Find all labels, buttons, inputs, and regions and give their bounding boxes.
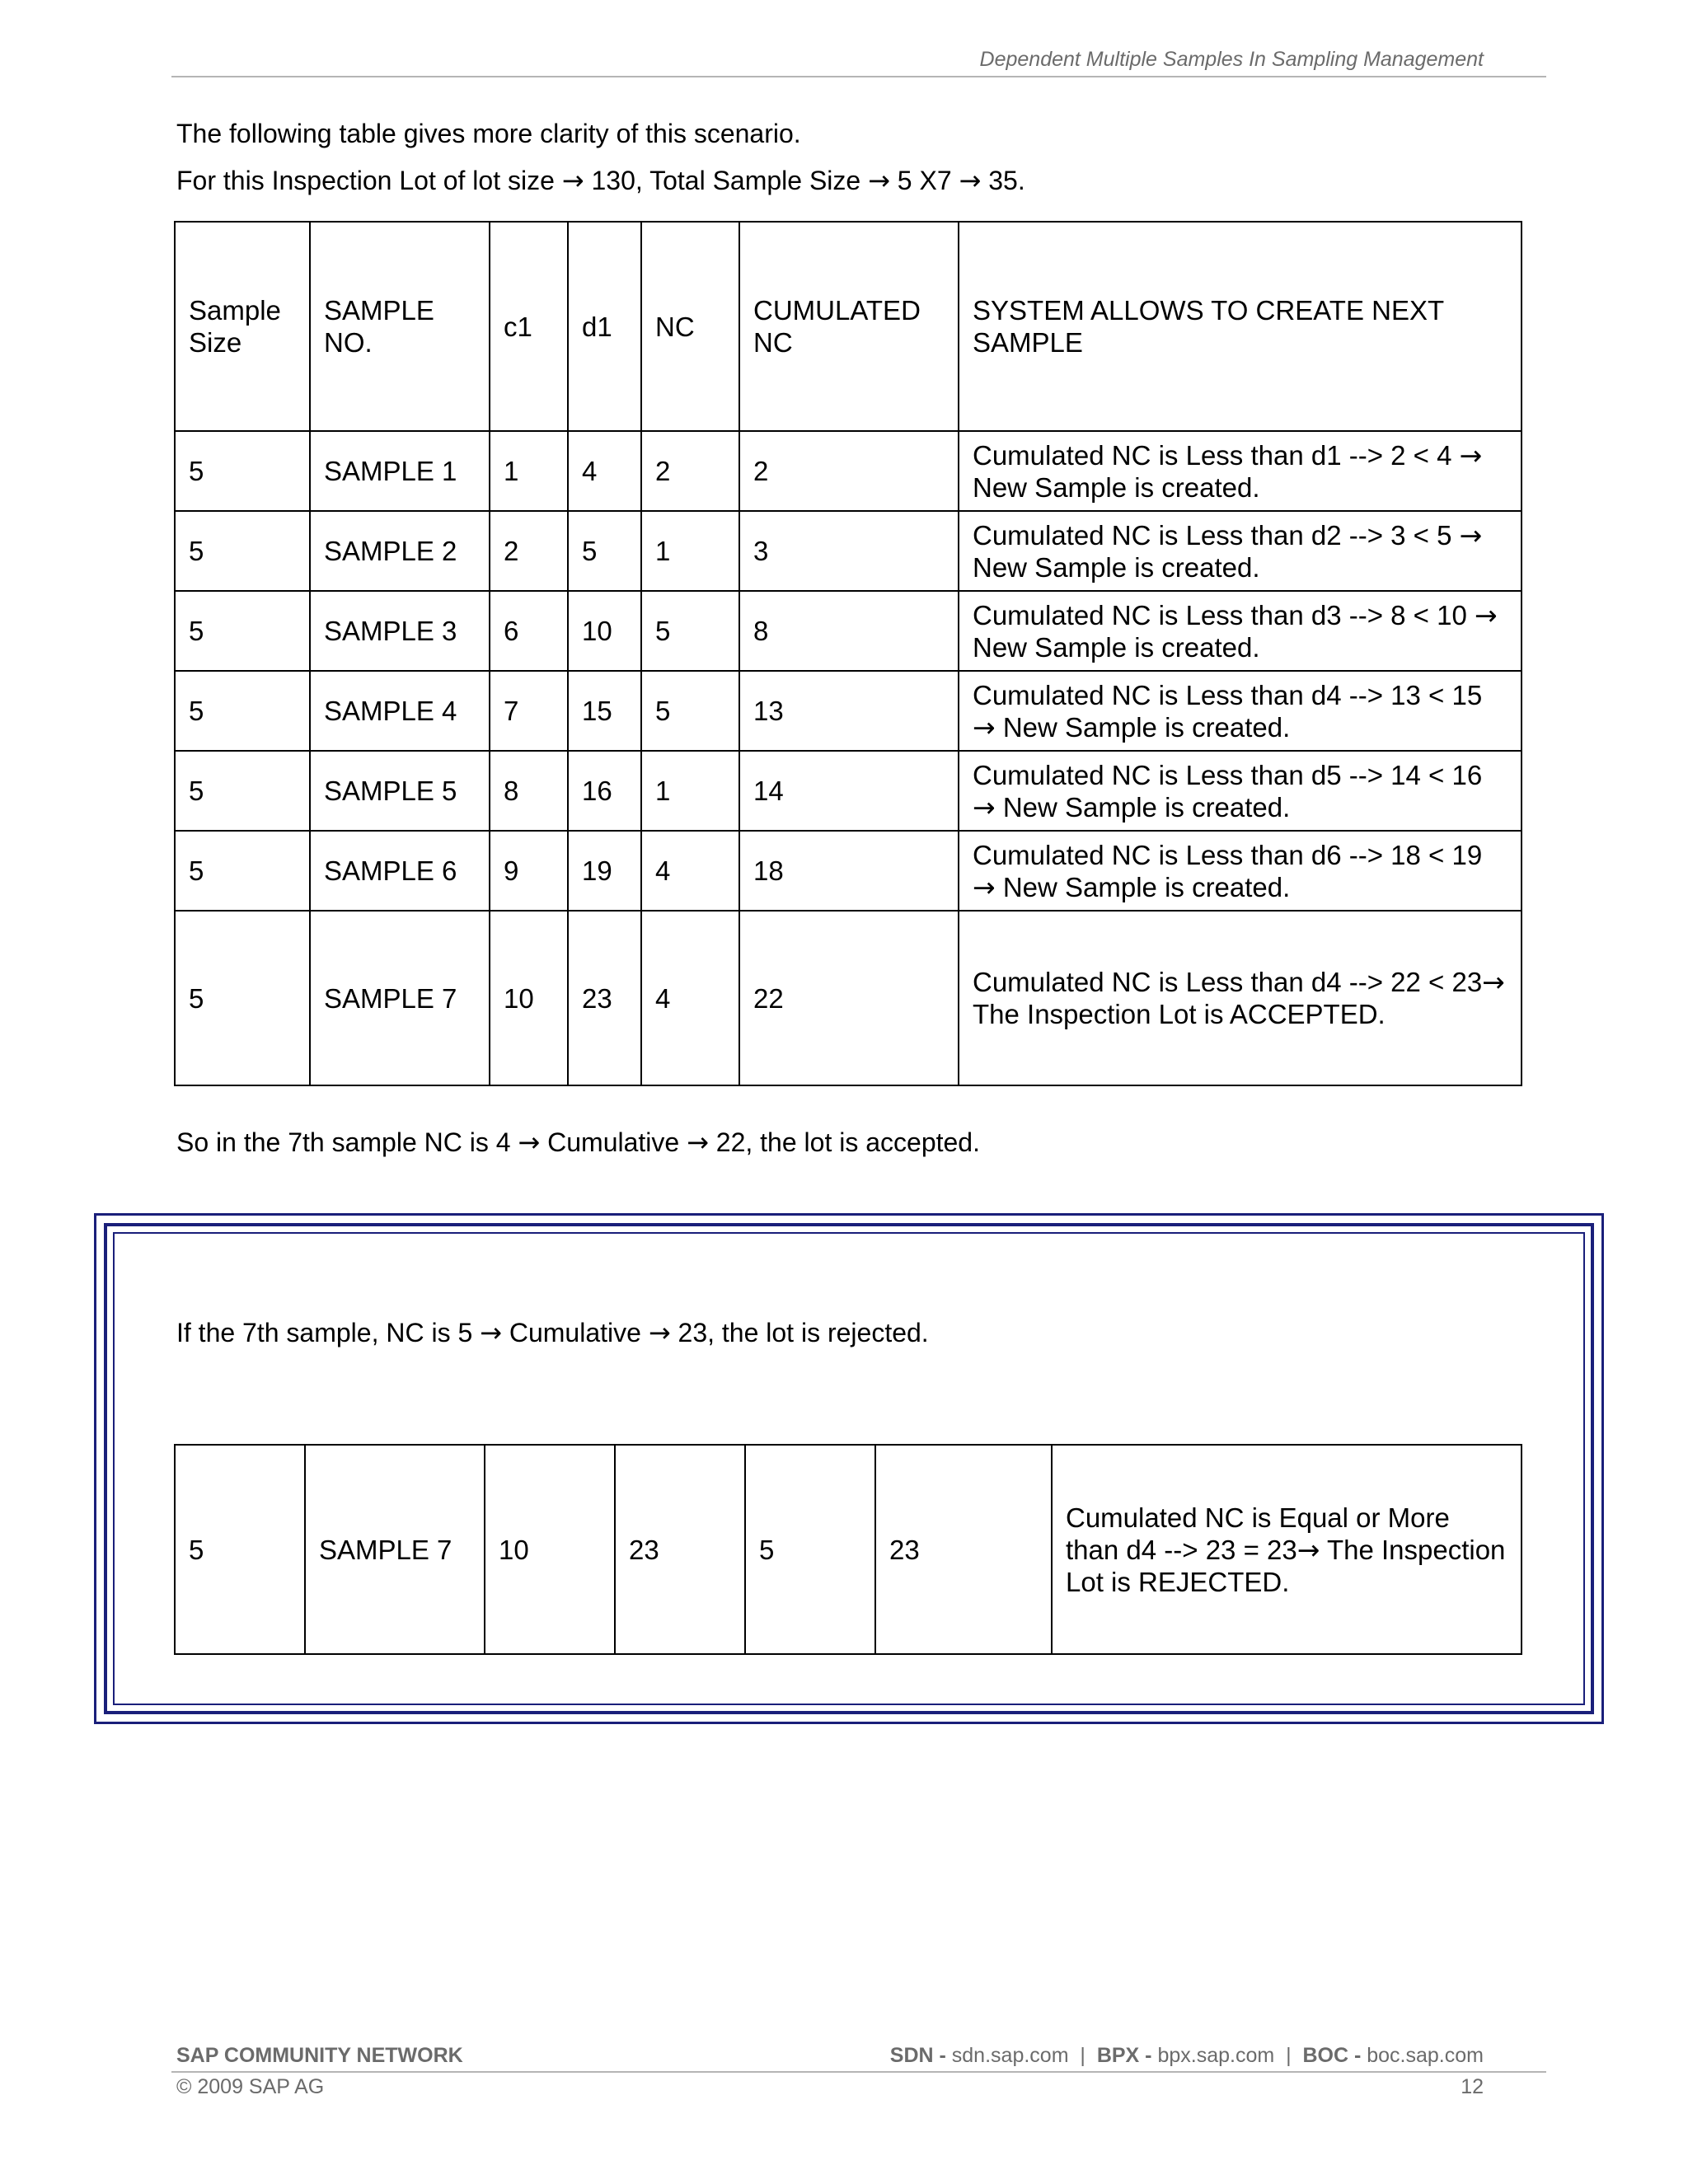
message-result: The Inspection Lot is REJECTED. [1066,1534,1506,1597]
cell-cumulated-nc: 2 [739,431,959,511]
right-arrow-icon: → [973,710,996,743]
cell-system-message [1052,1445,1522,1654]
sdn-link[interactable]: sdn.sap.com [951,2044,1069,2067]
cell-sample-no: SAMPLE 1 [310,431,490,511]
table-row [175,751,1522,831]
cell-sample-size: 5 [175,831,310,911]
message-condition: Cumulated NC is Less than d1 --> 2 < 4 [973,439,1452,471]
cell-sample-no: SAMPLE 2 [310,511,490,591]
cell-d1: 10 [568,591,641,671]
right-arrow-icon: → [959,165,982,196]
cell-sample-no: SAMPLE 7 [310,911,490,1085]
cell-nc: 4 [641,911,739,1085]
bpx-label: BPX - [1096,2044,1158,2067]
column-header-system-allows: SYSTEM ALLOWS TO CREATE NEXT SAMPLE [959,222,1522,431]
cell-c1: 2 [490,511,568,591]
message-result: New Sample is created. [973,631,1260,663]
right-arrow-icon: → [1475,598,1498,631]
table-row [175,591,1522,671]
cell-system-message [959,911,1522,1085]
cell-nc: 2 [641,431,739,511]
cell-sample-size: 5 [175,671,310,751]
footer-separator: | [1274,2044,1303,2067]
cell-cumulated-nc: 8 [739,591,959,671]
message-condition: Cumulated NC is Less than d4 --> 13 < 15 [973,679,1483,710]
cell-system-message [959,671,1522,751]
table-header-row [175,222,1522,431]
column-header-d1: d1 [568,222,641,431]
cell-c1: 7 [490,671,568,751]
rejection-part-b: Cumulative [501,1318,649,1347]
rejection-part-c: 23, the lot is rejected. [670,1318,929,1347]
cell-cumulated-nc: 3 [739,511,959,591]
page-number: 12 [1461,2075,1484,2098]
cell-sample-no: SAMPLE 6 [310,831,490,911]
cell-system-message [959,431,1522,511]
cell-d1: 15 [568,671,641,751]
cell-c1: 8 [490,751,568,831]
cell-sample-no: SAMPLE 5 [310,751,490,831]
column-header-nc: NC [641,222,739,431]
message-result: New Sample is created. [973,551,1260,583]
cell-cumulated-nc: 18 [739,831,959,911]
column-header-sample-size: Sample Size [175,222,310,431]
footer-divider [171,2071,1546,2073]
intro-line-1: The following table gives more clarity of this scenario. [176,119,801,148]
cell-sample-size: 5 [175,591,310,671]
right-arrow-icon: → [648,1317,671,1348]
table-row [175,511,1522,591]
copyright-notice: © 2009 SAP AG [176,2075,325,2098]
rejection-part-a: If the 7th sample, NC is 5 [176,1318,481,1347]
cell-d1: 4 [568,431,641,511]
column-header-sample-no: SAMPLE NO. [310,222,490,431]
right-arrow-icon: → [480,1317,502,1348]
boc-label: BOC - [1302,2044,1367,2067]
bpx-link[interactable]: bpx.sap.com [1157,2044,1275,2067]
right-arrow-icon: → [1296,1533,1320,1566]
message-result: The Inspection Lot is ACCEPTED. [973,999,1386,1029]
column-header-cumulated-nc: CUMULATED NC [739,222,959,431]
cell-nc: 1 [641,511,739,591]
message-condition: Cumulated NC is Equal or More than d4 --> 23 = 23 [1066,1502,1450,1565]
intro-line-2 [176,164,1025,197]
cell-c1: 1 [490,431,568,511]
cell-nc: 1 [641,751,739,831]
cell-sample-size: 5 [175,1445,305,1654]
cell-c1: 9 [490,831,568,911]
message-condition: Cumulated NC is Less than d4 --> 22 < 23 [973,967,1483,997]
right-arrow-icon: → [868,165,890,196]
rejection-line [176,1316,929,1349]
sampling-table [174,221,1522,1086]
cell-d1: 23 [568,911,641,1085]
message-condition: Cumulated NC is Less than d6 --> 18 < 19 [973,839,1483,870]
column-header-c1: c1 [490,222,568,431]
table-row [175,831,1522,911]
right-arrow-icon: → [973,790,996,823]
cell-nc: 5 [641,591,739,671]
right-arrow-icon: → [1459,518,1483,551]
right-arrow-icon: → [561,165,584,196]
cell-sample-no: SAMPLE 3 [310,591,490,671]
message-condition: Cumulated NC is Less than d5 --> 14 < 16 [973,759,1483,790]
summary-part-c: 22, the lot is accepted. [708,1127,980,1157]
intro-line-2-part-d: 35. [981,166,1025,195]
cell-d1: 19 [568,831,641,911]
cell-d1: 16 [568,751,641,831]
sdn-label: SDN - [889,2044,952,2067]
intro-line-2-part-b: 130, Total Sample Size [584,166,869,195]
footer-separator: | [1068,2044,1097,2067]
cell-sample-size: 5 [175,751,310,831]
message-condition: Cumulated NC is Less than d2 --> 3 < 5 [973,519,1452,551]
table-row [175,1445,1522,1654]
right-arrow-icon: → [1459,438,1483,471]
message-result: New Sample is created. [995,711,1291,743]
header-divider [171,76,1546,77]
boc-link[interactable]: boc.sap.com [1367,2044,1484,2067]
cell-nc: 5 [641,671,739,751]
right-arrow-icon: → [973,870,996,903]
running-header-title: Dependent Multiple Samples In Sampling Management [979,48,1484,71]
footer-links [890,2044,1484,2068]
intro-line-2-part-c: 5 X7 [889,166,959,195]
cell-sample-size: 5 [175,911,310,1085]
cell-d1: 5 [568,511,641,591]
message-result: New Sample is created. [995,871,1291,902]
cell-nc: 5 [745,1445,875,1654]
cell-nc: 4 [641,831,739,911]
rejection-table [174,1444,1522,1655]
summary-part-a: So in the 7th sample NC is 4 [176,1127,518,1157]
cell-system-message [959,831,1522,911]
cell-system-message [959,591,1522,671]
cell-c1: 10 [485,1445,615,1654]
cell-cumulated-nc: 23 [875,1445,1052,1654]
right-arrow-icon: → [518,1127,541,1158]
cell-cumulated-nc: 13 [739,671,959,751]
table-row [175,431,1522,511]
cell-system-message [959,511,1522,591]
intro-line-2-part-a: For this Inspection Lot of lot size [176,166,562,195]
cell-cumulated-nc: 14 [739,751,959,831]
summary-line [176,1126,980,1159]
cell-c1: 10 [490,911,568,1085]
footer-network-name: SAP COMMUNITY NETWORK [176,2044,463,2067]
right-arrow-icon: → [687,1127,709,1158]
cell-cumulated-nc: 22 [739,911,959,1085]
cell-system-message [959,751,1522,831]
message-result: New Sample is created. [995,791,1291,823]
cell-sample-no: SAMPLE 7 [305,1445,485,1654]
cell-d1: 23 [615,1445,745,1654]
cell-sample-size: 5 [175,431,310,511]
table-row [175,671,1522,751]
right-arrow-icon: → [1482,966,1505,998]
table-row [175,911,1522,1085]
summary-part-b: Cumulative [540,1127,687,1157]
cell-sample-no: SAMPLE 4 [310,671,490,751]
message-result: New Sample is created. [973,471,1260,503]
message-condition: Cumulated NC is Less than d3 --> 8 < 10 [973,599,1467,630]
cell-sample-size: 5 [175,511,310,591]
cell-c1: 6 [490,591,568,671]
